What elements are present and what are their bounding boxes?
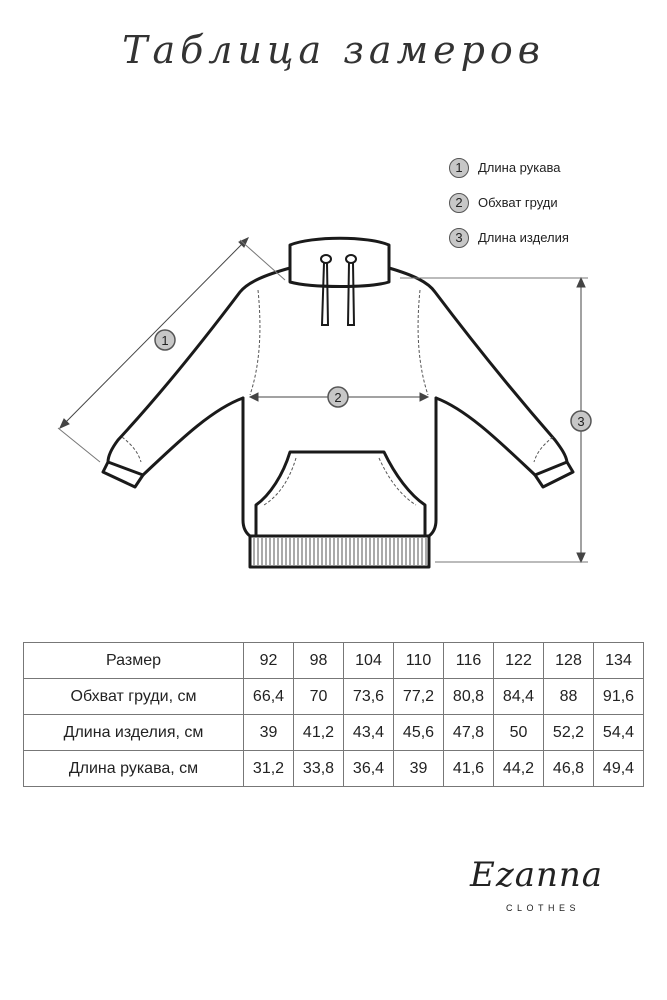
- row-label: Обхват груди, см: [24, 679, 244, 715]
- table-row: [24, 715, 644, 751]
- table-cell: 45,6: [394, 715, 444, 751]
- brand-logo-subtitle: CLOTHES: [506, 903, 581, 913]
- table-cell: 128: [544, 643, 594, 679]
- table-cell: 92: [244, 643, 294, 679]
- table-cell: 49,4: [594, 751, 644, 787]
- table-cell: 73,6: [344, 679, 394, 715]
- table-cell: 77,2: [394, 679, 444, 715]
- table-cell: 36,4: [344, 751, 394, 787]
- legend-label: Обхват груди: [478, 195, 558, 210]
- table-row: [24, 751, 644, 787]
- table-cell: 116: [444, 643, 494, 679]
- legend-number-badge: 2: [449, 193, 469, 213]
- legend-number-badge: 3: [449, 228, 469, 248]
- table-row: [24, 643, 644, 679]
- table-cell: 39: [244, 715, 294, 751]
- legend-number-badge: 1: [449, 158, 469, 178]
- size-table: [23, 642, 644, 787]
- table-cell: 134: [594, 643, 644, 679]
- marker-1-label: 1: [161, 333, 169, 348]
- marker-1: [155, 330, 175, 350]
- table-cell: 104: [344, 643, 394, 679]
- table-cell: 98: [294, 643, 344, 679]
- row-label: Длина рукава, см: [24, 751, 244, 787]
- marker-3-label: 3: [577, 414, 585, 429]
- collar-outline: [290, 238, 389, 286]
- table-cell: 46,8: [544, 751, 594, 787]
- table-cell: 88: [544, 679, 594, 715]
- table-cell: 84,4: [494, 679, 544, 715]
- table-cell: 41,2: [294, 715, 344, 751]
- row-label: Размер: [24, 643, 244, 679]
- marker-2: [328, 387, 348, 407]
- table-cell: 31,2: [244, 751, 294, 787]
- left-cuff: [103, 462, 143, 487]
- table-cell: 43,4: [344, 715, 394, 751]
- legend-label: Длина изделия: [478, 230, 569, 245]
- brand-logo: [470, 855, 640, 925]
- table-cell: 122: [494, 643, 544, 679]
- table-row: [24, 679, 644, 715]
- drawstring-right: [348, 263, 354, 325]
- table-cell: 44,2: [494, 751, 544, 787]
- page-title: Таблица замеров: [122, 28, 545, 72]
- marker-3: [571, 411, 591, 431]
- table-cell: 33,8: [294, 751, 344, 787]
- table-cell: 39: [394, 751, 444, 787]
- kangaroo-pocket: [256, 452, 425, 536]
- table-cell: 70: [294, 679, 344, 715]
- drawstring-left: [322, 263, 328, 325]
- table-cell: 50: [494, 715, 544, 751]
- marker-2-label: 2: [334, 390, 342, 405]
- table-cell: 54,4: [594, 715, 644, 751]
- table-cell: 52,2: [544, 715, 594, 751]
- legend-label: Длина рукава: [478, 160, 561, 175]
- drawstring-eyelet: [321, 255, 331, 263]
- table-cell: 91,6: [594, 679, 644, 715]
- table-cell: 47,8: [444, 715, 494, 751]
- brand-logo-wordmark: Ezanna: [470, 855, 604, 895]
- table-cell: 110: [394, 643, 444, 679]
- drawstring-eyelet: [346, 255, 356, 263]
- table-cell: 80,8: [444, 679, 494, 715]
- table-cell: 66,4: [244, 679, 294, 715]
- row-label: Длина изделия, см: [24, 715, 244, 751]
- table-cell: 41,6: [444, 751, 494, 787]
- ribbing-lines: [254, 538, 426, 565]
